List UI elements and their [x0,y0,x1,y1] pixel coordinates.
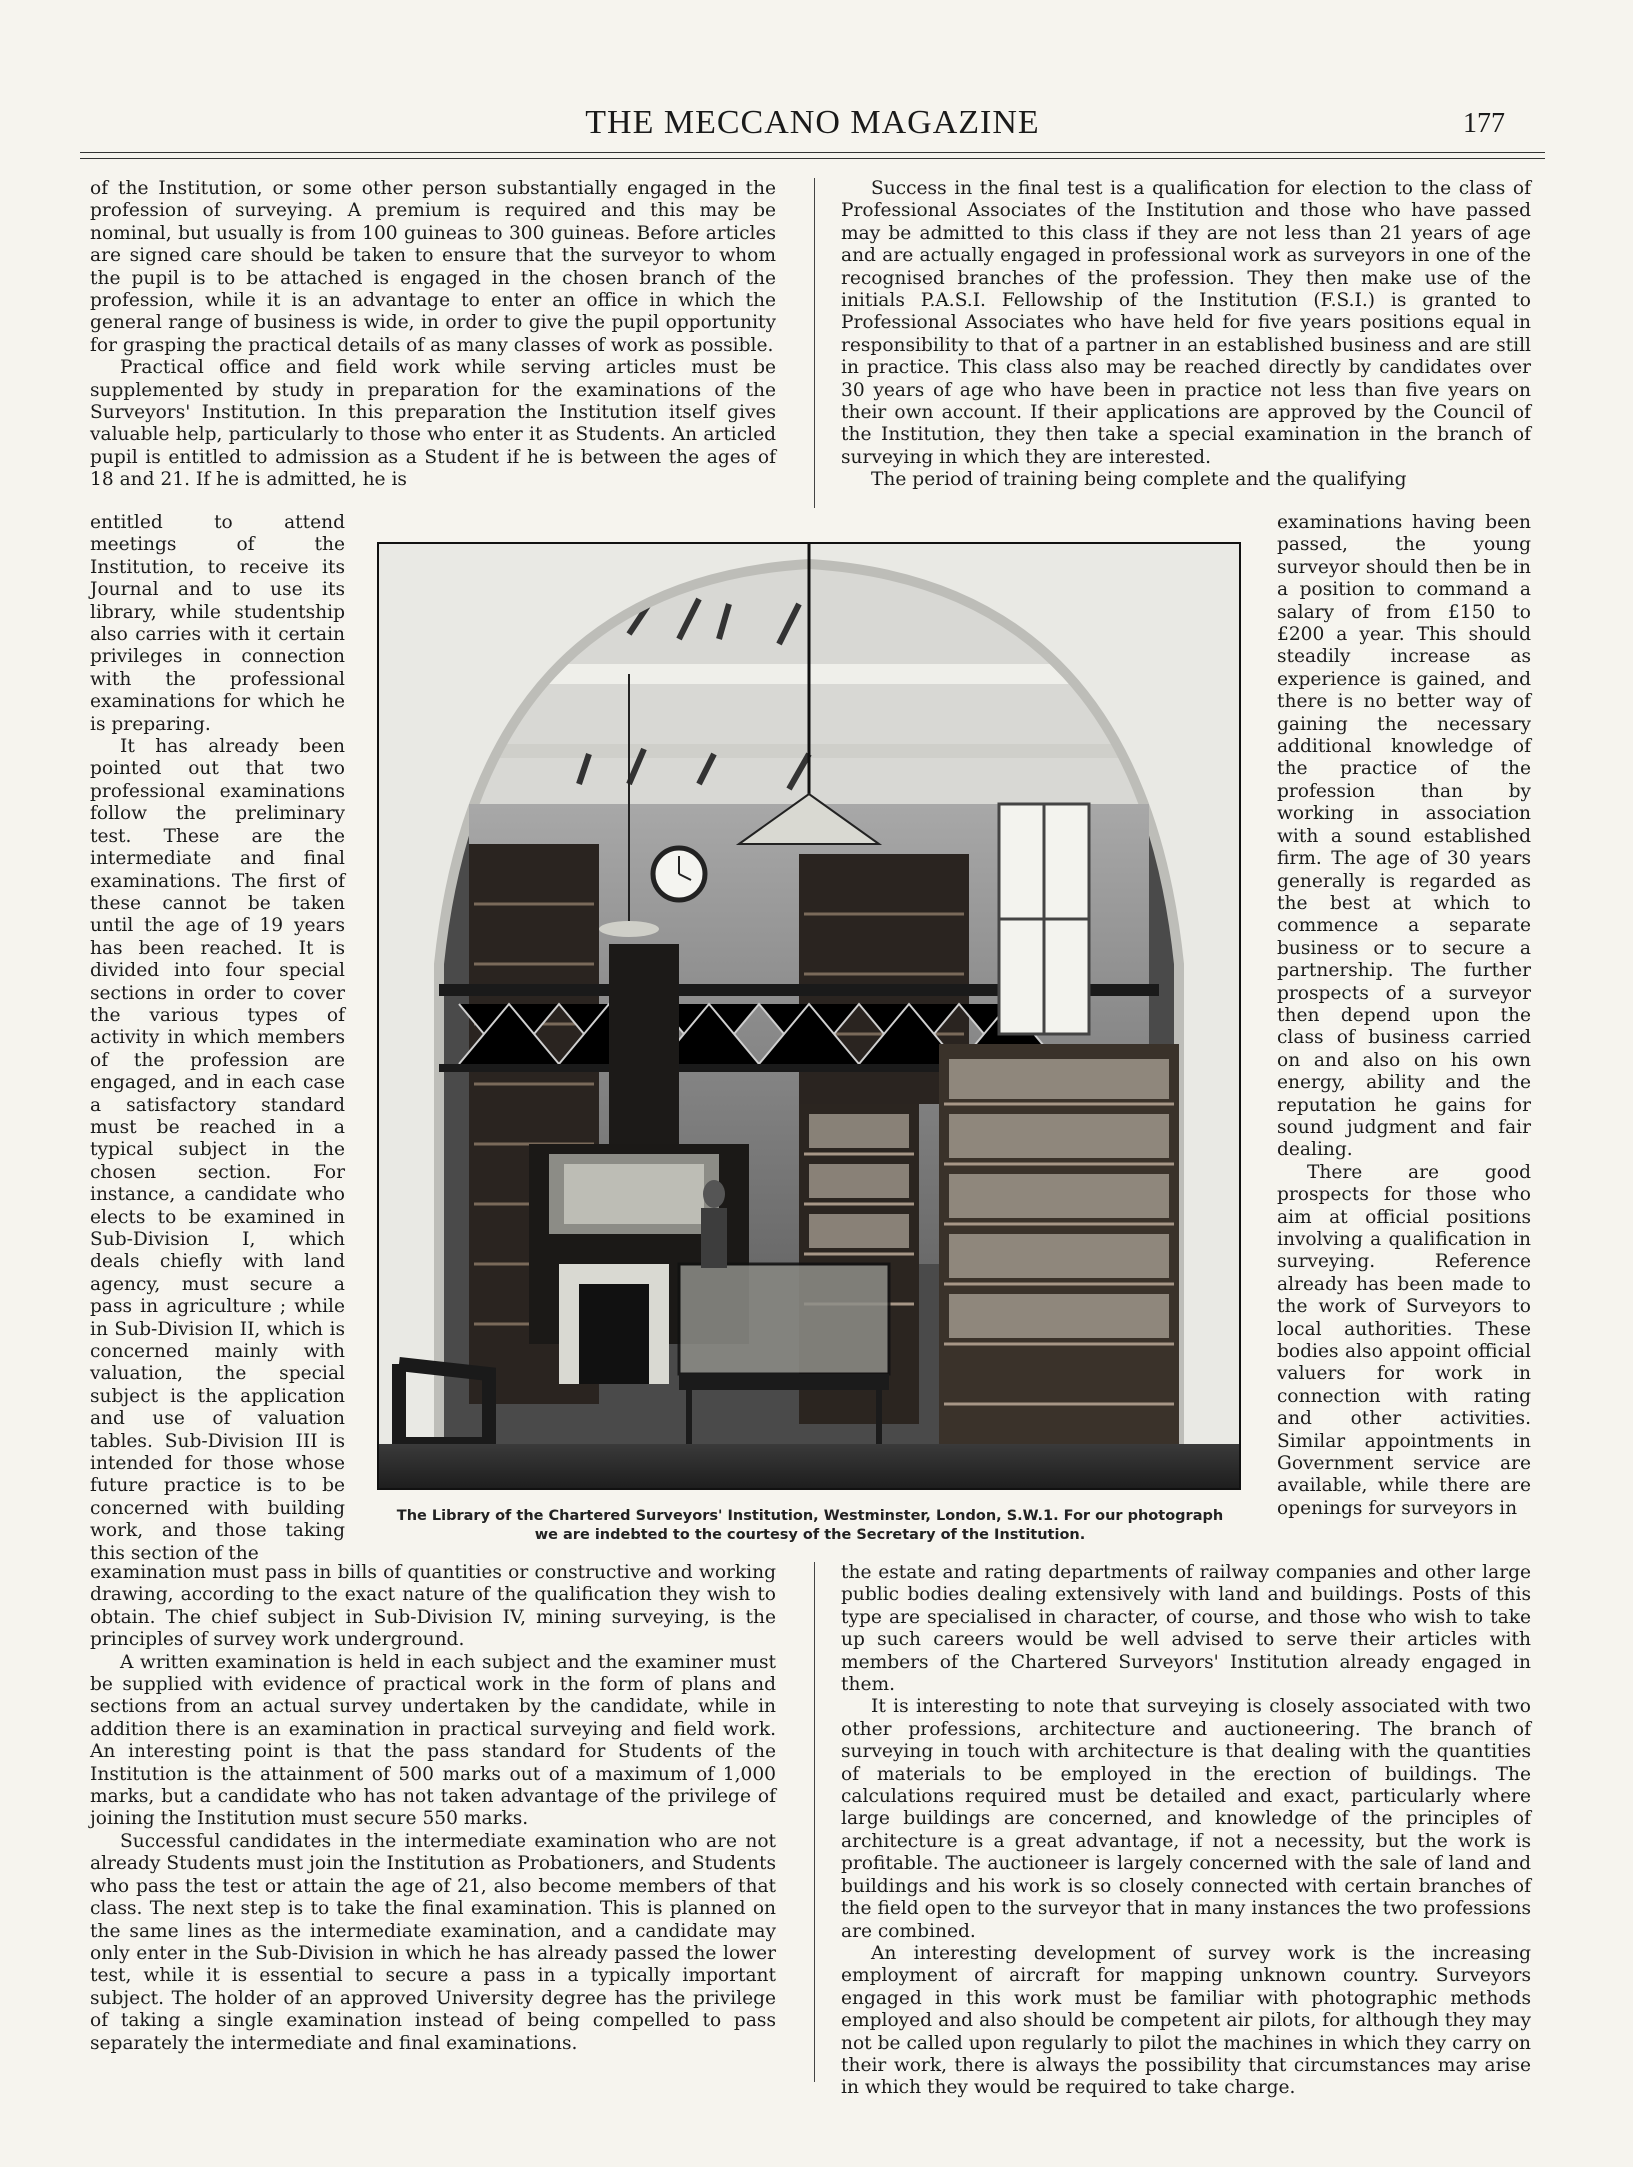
paragraph: Successful candidates in the intermediate examination who are not already Students must join the Institution as Probationers, and Students who pass the test or attain the age of 21, also become members of that class. The next step is to take the final examination. This is planned on the same lines as the intermediate examination, and a candidate may only enter in the Sub-Division in which he has already passed the lower test, while it is essential to secure a pass in a typically important subject. The holder of an approved University degree has the privilege of taking a single examination instead of being compelled to pass separately the intermediate and final examinations. [90,1830,776,2054]
paragraph: the estate and rating departments of railway companies and other large public bodies dealing extensively with land and buildings. Posts of this type are specialised in character, of course, and those who wish to take up such careers would be well advised to serve their articles with members of the Chartered Surveyors' Institution already engaged in them. [841,1562,1531,1696]
paragraph: entitled to attend meetings of the Institution, to receive its Journal and to use its library, while studentship also carries with it certain privileges in connection with the professional examinations for which he is preparing. [90,512,345,735]
column-divider-top [814,178,815,508]
paragraph: Practical office and field work while serving articles must be supplemented by study in preparation for the examinations of the Surveyors' Institution. In this preparation the Institution itself gives valuable help, particularly to those who enter it as Students. An articled pupil is entitled to admission as a Student if he is between the ages of 18 and 21. If he is admitted, he is [90,357,776,491]
magazine-title: THE MECCANO MAGAZINE [585,104,1040,141]
paragraph: It is interesting to note that surveying is closely associated with two other professions, architecture and auctioneering. The branch of surveying in touch with architecture is that dealing with the quantities of materials to be employed in the erection of buildings. The calculations required must be detailed and exact, particularly where large buildings are concerned, and knowledge of the principles of architecture is a great advantage, if not a necessity, but the work is profitable. The auctioneer is largely concerned with the sale of land and buildings and his work is so closely connected with certain branches of the field open to the surveyor that in many instances the two professions are combined. [841,1696,1531,1942]
library-photograph [377,542,1241,1490]
paragraph: It has already been pointed out that two professional examinations follow the preliminary test. These are the intermediate and final examinations. The first of these cannot be taken until the age of 19 years has been reached. It is divided into four special sections in order to cover the various types of activity in which members of the profession are engaged, and in each case a satisfactory standard must be reached in a typical subject in the chosen section. For instance, a candidate who elects to be examined in Sub-Division I, which deals chiefly with land agency, must secure a pass in agriculture ; while in Sub-Division II, which is concerned mainly with valuation, the special subject is the application and use of valuation tables. Sub-Division III is intended for those whose future practice is to be concerned with building work, and those taking this section of the [90,736,345,1564]
right-column-top [841,178,1531,492]
caption-line: we are indebted to the courtesy of the Secretary of the Institution. [534,1527,1086,1543]
paragraph: of the Institution, or some other person substantially engaged in the profession of surveying. A premium is required and this may be nominal, but usually is from 100 guineas to 300 guineas. Before articles are signed care should be taken to ensure that the surveyor to whom the pupil is to be attached is engaged in the chosen branch of the profession, while it is an advantage to enter an office in which the general range of business is wide, in order to give the pupil opportunity for grasping the practical details of as many classes of work as possible. [90,178,776,356]
column-divider-bottom [814,1562,815,2082]
header-rule-top [80,152,1545,153]
paragraph: An interesting development of survey work is the increasing employment of aircraft for mapping unknown country. Surveyors engaged in this work must be familiar with photographic methods employed and also should be competent air pilots, for although they may not be called upon regularly to pilot the machines in which they carry on their work, there is always the possibility that circumstances may arise in which they would be required to take charge. [841,1942,1531,2099]
page-header [80,104,1545,148]
paragraph: The period of training being complete and the qualifying [871,469,1407,491]
right-column-bottom [841,1562,1531,2100]
left-column-top [90,178,776,492]
paragraph: examinations having been passed, the young surveyor should then be in a position to command a salary of from £150 to £200 a year. This should steadily increase as experience is gained, and there is no better way of gaining the necessary additional knowledge of the practice of the profession than by working in association with a sound established firm. The age of 30 years generally is regarded as the best at which to commence a separate business or to secure a partnership. The further prospects of a surveyor then depend upon the class of business carried on and also on his own energy, ability and the reputation he gains for sound judgment and fair dealing. [1277,512,1531,1161]
paragraph: examination must pass in bills of quantities or constructive and working drawing, according to the exact nature of the qualification they wish to obtain. The chief subject in Sub-Division IV, mining surveying, is the principles of survey work underground. [90,1562,776,1651]
library-illustration [379,544,1239,1488]
header-rule-bottom [80,158,1545,159]
paragraph: There are good prospects for those who aim at official positions involving a qualification in surveying. Reference already has been made to the work of Surveyors to local authorities. These bodies also appoint official valuers for work in connection with rating and other activities. Similar appointments in Government service are available, while there are openings for surveyors in [1277,1161,1531,1519]
paragraph: A written examination is held in each subject and the examiner must be supplied with evidence of practical work in the form of plans and sections from an actual survey undertaken by the candidate, while in addition there is an examination in practical surveying and field work. An interesting point is that the pass standard for Students of the Institution is the attainment of 500 marks out of a maximum of 1,000 marks, but a candidate who has not taken advantage of the privilege of joining the Institution must secure 550 marks. [90,1651,776,1830]
photo-caption [370,1507,1250,1545]
left-column-narrow [90,512,345,1565]
page-number: 177 [1463,108,1505,139]
paragraph: Success in the final test is a qualification for election to the class of Professional Associates of the Institution and those who have passed may be admitted to this class if they are not less than 21 years of age and are actually engaged in professional work as surveyors in one of the recognised branches of the profession. They then make use of the initials P.A.S.I. Fellowship of the Institution (F.S.I.) is granted to Professional Associates who have held for five years positions equal in responsibility to that of a partner in an established business and are still in practice. This class also may be reached directly by candidates over 30 years of age who have been in practice not less than five years on their own account. If their applications are approved by the Council of the Institution, they then take a special examination in the branch of surveying in which they are interested. [841,178,1531,468]
caption-line: The Library of the Chartered Surveyors' Institution, Westminster, London, S.W.1. For our photograph [396,1508,1224,1524]
right-column-narrow [1277,512,1531,1520]
left-column-bottom [90,1562,776,2055]
